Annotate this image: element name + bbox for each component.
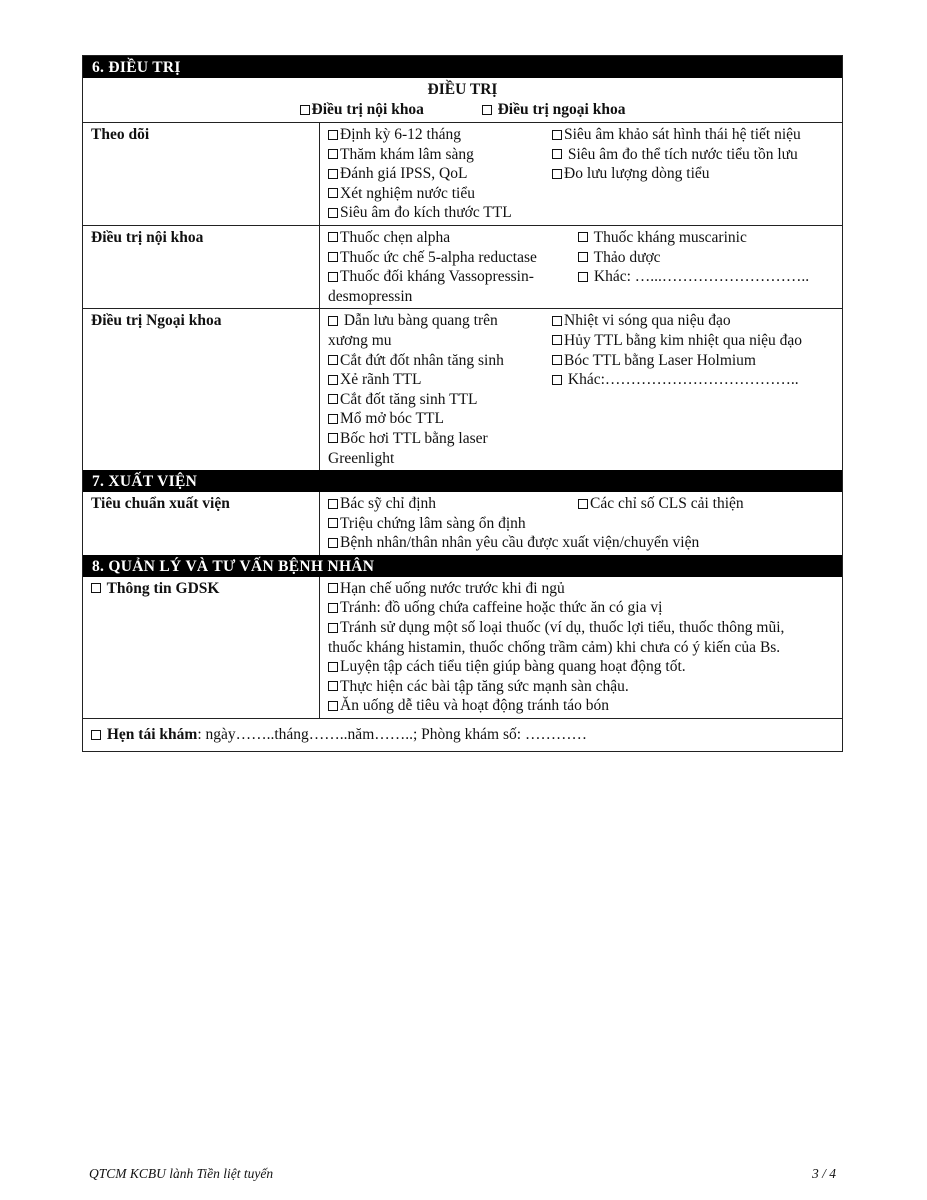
- education-label[interactable]: Thông tin GDSK: [83, 577, 320, 718]
- surgical-treatment-option[interactable]: Điều trị ngoại khoa: [482, 100, 626, 120]
- followup-option[interactable]: Siêu âm đo thể tích nước tiểu tồn lưu: [552, 145, 801, 165]
- checkbox-icon[interactable]: [552, 375, 562, 385]
- footer-document-title: QTCM KCBU lành Tiền liệt tuyến: [89, 1166, 274, 1181]
- checkbox-icon[interactable]: [328, 662, 338, 672]
- discharge-option[interactable]: Triệu chứng lâm sàng ổn định: [328, 514, 838, 534]
- treatment-choice: [83, 78, 842, 122]
- checkbox-icon[interactable]: [91, 730, 101, 740]
- surgical-option-continued: Greenlight: [328, 449, 395, 467]
- internal-option[interactable]: Thuốc ức chế 5-alpha reductase: [328, 248, 578, 268]
- surgical-treatment-label: Điều trị Ngoại khoa: [83, 309, 320, 470]
- checkbox-icon[interactable]: [328, 355, 338, 365]
- checkbox-icon[interactable]: [328, 499, 338, 509]
- internal-option[interactable]: Thảo dược: [578, 248, 809, 268]
- checkbox-icon[interactable]: [552, 335, 562, 345]
- checkbox-icon[interactable]: [328, 232, 338, 242]
- checkbox-icon[interactable]: [578, 252, 588, 262]
- checkbox-icon[interactable]: [552, 149, 562, 159]
- footer-page-number: 3 / 4: [812, 1166, 837, 1181]
- internal-option-continued: desmopressin: [328, 287, 413, 305]
- checkbox-icon[interactable]: [552, 130, 562, 140]
- checkbox-icon[interactable]: [328, 623, 338, 633]
- checkbox-icon[interactable]: [328, 414, 338, 424]
- checkbox-icon[interactable]: [328, 394, 338, 404]
- checkbox-icon[interactable]: [578, 232, 588, 242]
- checkbox-icon[interactable]: [578, 272, 588, 282]
- checkbox-icon[interactable]: [328, 316, 338, 326]
- checkbox-icon[interactable]: [578, 499, 588, 509]
- education-item[interactable]: Thực hiện các bài tập tăng sức mạnh sàn chậu.: [328, 677, 838, 697]
- surgical-option[interactable]: Nhiệt vi sóng qua niệu đạo: [552, 311, 802, 331]
- treatment-form: [82, 55, 843, 752]
- followup-row: [83, 122, 842, 225]
- discharge-option[interactable]: Bác sỹ chỉ định: [328, 494, 578, 514]
- education-item[interactable]: Hạn chế uống nước trước khi đi ngủ: [328, 579, 838, 599]
- checkbox-icon[interactable]: [328, 518, 338, 528]
- section-6-header: 6. ĐIỀU TRỊ: [83, 56, 842, 78]
- followup-option[interactable]: Đo lưu lượng dòng tiểu: [552, 164, 801, 184]
- followup-label: Theo dõi: [83, 123, 320, 225]
- checkbox-icon[interactable]: [328, 538, 338, 548]
- surgical-option[interactable]: Cắt đốt tăng sinh TTL: [328, 390, 552, 410]
- surgical-option[interactable]: Bóc TTL bằng Laser Holmium: [552, 351, 802, 371]
- checkbox-icon[interactable]: [328, 375, 338, 385]
- discharge-label: Tiêu chuẩn xuất viện: [83, 492, 320, 555]
- surgical-option[interactable]: Dẫn lưu bàng quang trên: [328, 311, 552, 331]
- surgical-treatment-row: [83, 308, 842, 470]
- appointment-row: [83, 718, 842, 751]
- internal-option-other[interactable]: Khác: …...………………………..: [578, 267, 809, 287]
- checkbox-icon[interactable]: [552, 316, 562, 326]
- checkbox-icon[interactable]: [328, 701, 338, 711]
- surgical-option[interactable]: Hủy TTL bằng kim nhiệt qua niệu đạo: [552, 331, 802, 351]
- internal-treatment-label: Điều trị nội khoa: [83, 226, 320, 308]
- followup-option[interactable]: Định kỳ 6-12 tháng: [328, 125, 552, 145]
- surgical-option[interactable]: Mổ mở bóc TTL: [328, 409, 552, 429]
- checkbox-icon[interactable]: [552, 355, 562, 365]
- checkbox-icon[interactable]: [328, 188, 338, 198]
- checkbox-icon[interactable]: [482, 105, 492, 115]
- checkbox-icon[interactable]: [328, 272, 338, 282]
- checkbox-icon[interactable]: [328, 681, 338, 691]
- education-item[interactable]: Tránh sử dụng một số loại thuốc (ví dụ, thuốc lợi tiểu, thuốc thông mũi,: [328, 618, 838, 638]
- checkbox-icon[interactable]: [328, 169, 338, 179]
- education-item[interactable]: Luyện tập cách tiểu tiện giúp bàng quang hoạt động tốt.: [328, 657, 838, 677]
- section-8-header: 8. QUẢN LÝ VÀ TƯ VẤN BỆNH NHÂN: [83, 555, 842, 577]
- surgical-option[interactable]: Cắt đứt đốt nhân tăng sinh: [328, 351, 552, 371]
- discharge-option[interactable]: Bệnh nhân/thân nhân yêu cầu được xuất viện/chuyển viện: [328, 533, 838, 553]
- discharge-row: [83, 492, 842, 555]
- checkbox-icon[interactable]: [328, 208, 338, 218]
- internal-treatment-option[interactable]: Điều trị nội khoa: [300, 100, 424, 120]
- checkbox-icon[interactable]: [328, 252, 338, 262]
- checkbox-icon[interactable]: [328, 583, 338, 593]
- internal-option[interactable]: Thuốc đối kháng Vassopressin-: [328, 267, 578, 287]
- surgical-option[interactable]: Xẻ rãnh TTL: [328, 370, 552, 390]
- checkbox-icon[interactable]: [91, 583, 101, 593]
- education-item[interactable]: Tránh: đồ uống chứa caffeine hoặc thức ăn có gia vị: [328, 598, 838, 618]
- followup-option[interactable]: Xét nghiệm nước tiểu: [328, 184, 552, 204]
- internal-option[interactable]: Thuốc kháng muscarinic: [578, 228, 809, 248]
- checkbox-icon[interactable]: [328, 433, 338, 443]
- internal-option[interactable]: Thuốc chẹn alpha: [328, 228, 578, 248]
- surgical-option[interactable]: Bốc hơi TTL bằng laser: [328, 429, 552, 449]
- education-row: [83, 577, 842, 718]
- checkbox-icon[interactable]: [328, 130, 338, 140]
- section-7-header: 7. XUẤT VIỆN: [83, 470, 842, 492]
- checkbox-icon[interactable]: [328, 149, 338, 159]
- followup-option[interactable]: Thăm khám lâm sàng: [328, 145, 552, 165]
- checkbox-icon[interactable]: [328, 603, 338, 613]
- followup-option[interactable]: Siêu âm đo kích thước TTL: [328, 203, 552, 223]
- education-item[interactable]: Ăn uống dễ tiêu và hoạt động tránh táo bón: [328, 696, 838, 716]
- checkbox-icon[interactable]: [300, 105, 310, 115]
- internal-treatment-row: [83, 225, 842, 308]
- education-item-continued: thuốc kháng histamin, thuốc chống trầm cảm) khi chưa có ý kiến của Bs.: [328, 638, 781, 656]
- treatment-title: ĐIỀU TRỊ: [427, 81, 498, 98]
- surgical-option-continued: xương mu: [328, 331, 392, 349]
- checkbox-icon[interactable]: [552, 169, 562, 179]
- surgical-option-other[interactable]: Khác:………………………………..: [552, 370, 802, 390]
- appointment[interactable]: Hẹn tái khám: ngày……..tháng……..năm……..; Phòng khám số: …………: [83, 719, 587, 751]
- followup-option[interactable]: Đánh giá IPSS, QoL: [328, 164, 552, 184]
- followup-option[interactable]: Siêu âm khảo sát hình thái hệ tiết niệu: [552, 125, 801, 145]
- discharge-option[interactable]: Các chỉ số CLS cải thiện: [578, 495, 744, 512]
